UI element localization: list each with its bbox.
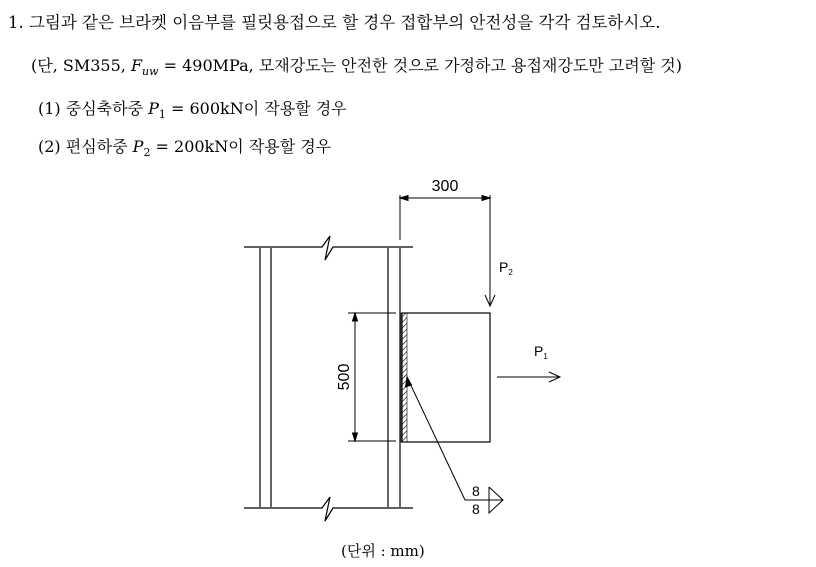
load-p1-arrow: [497, 372, 560, 382]
case-1-variable: P: [148, 99, 159, 118]
dimension-300: [400, 195, 490, 240]
load-p2-label: $P_2$: [499, 259, 513, 277]
condition-variable: F: [130, 56, 143, 75]
dimension-500-label: 500: [336, 363, 353, 391]
case-1-value: = 600kN이 작용할 경우: [165, 99, 347, 118]
condition-open: (단, SM355,: [31, 56, 131, 75]
case-2-value: = 200kN이 작용할 경우: [150, 137, 332, 156]
unit-note: (단위 : mm): [341, 542, 425, 560]
column-section: [244, 236, 413, 521]
case-2-variable: P: [132, 137, 144, 156]
load-p1-label: $P_1$: [534, 343, 548, 361]
condition-subscript: uw: [142, 65, 159, 78]
weld-size-top: 8: [472, 483, 480, 499]
condition-rest: = 490MPa, 모재강도는 안전한 것으로 가정하고 용접재강도만 고려할 것): [158, 56, 682, 75]
weld-size-bottom: 8: [472, 501, 480, 517]
case-2-subscript: 2: [143, 146, 151, 159]
dimension-300-label: 300: [431, 178, 459, 195]
bracket-plate: [402, 313, 490, 442]
dimension-500: [348, 313, 396, 441]
case-1-label: (1) 중심축하중: [38, 99, 149, 118]
case-1-subscript: 1: [158, 108, 166, 121]
problem-title: 1. 그림과 같은 브라켓 이음부를 필릿용접으로 할 경우 접합부의 안전성을 각각 검토하시오.: [8, 13, 661, 32]
load-p2-arrow: [485, 240, 495, 306]
fillet-weld: [401, 313, 407, 442]
case-2-label: (2) 편심하중: [38, 137, 133, 156]
